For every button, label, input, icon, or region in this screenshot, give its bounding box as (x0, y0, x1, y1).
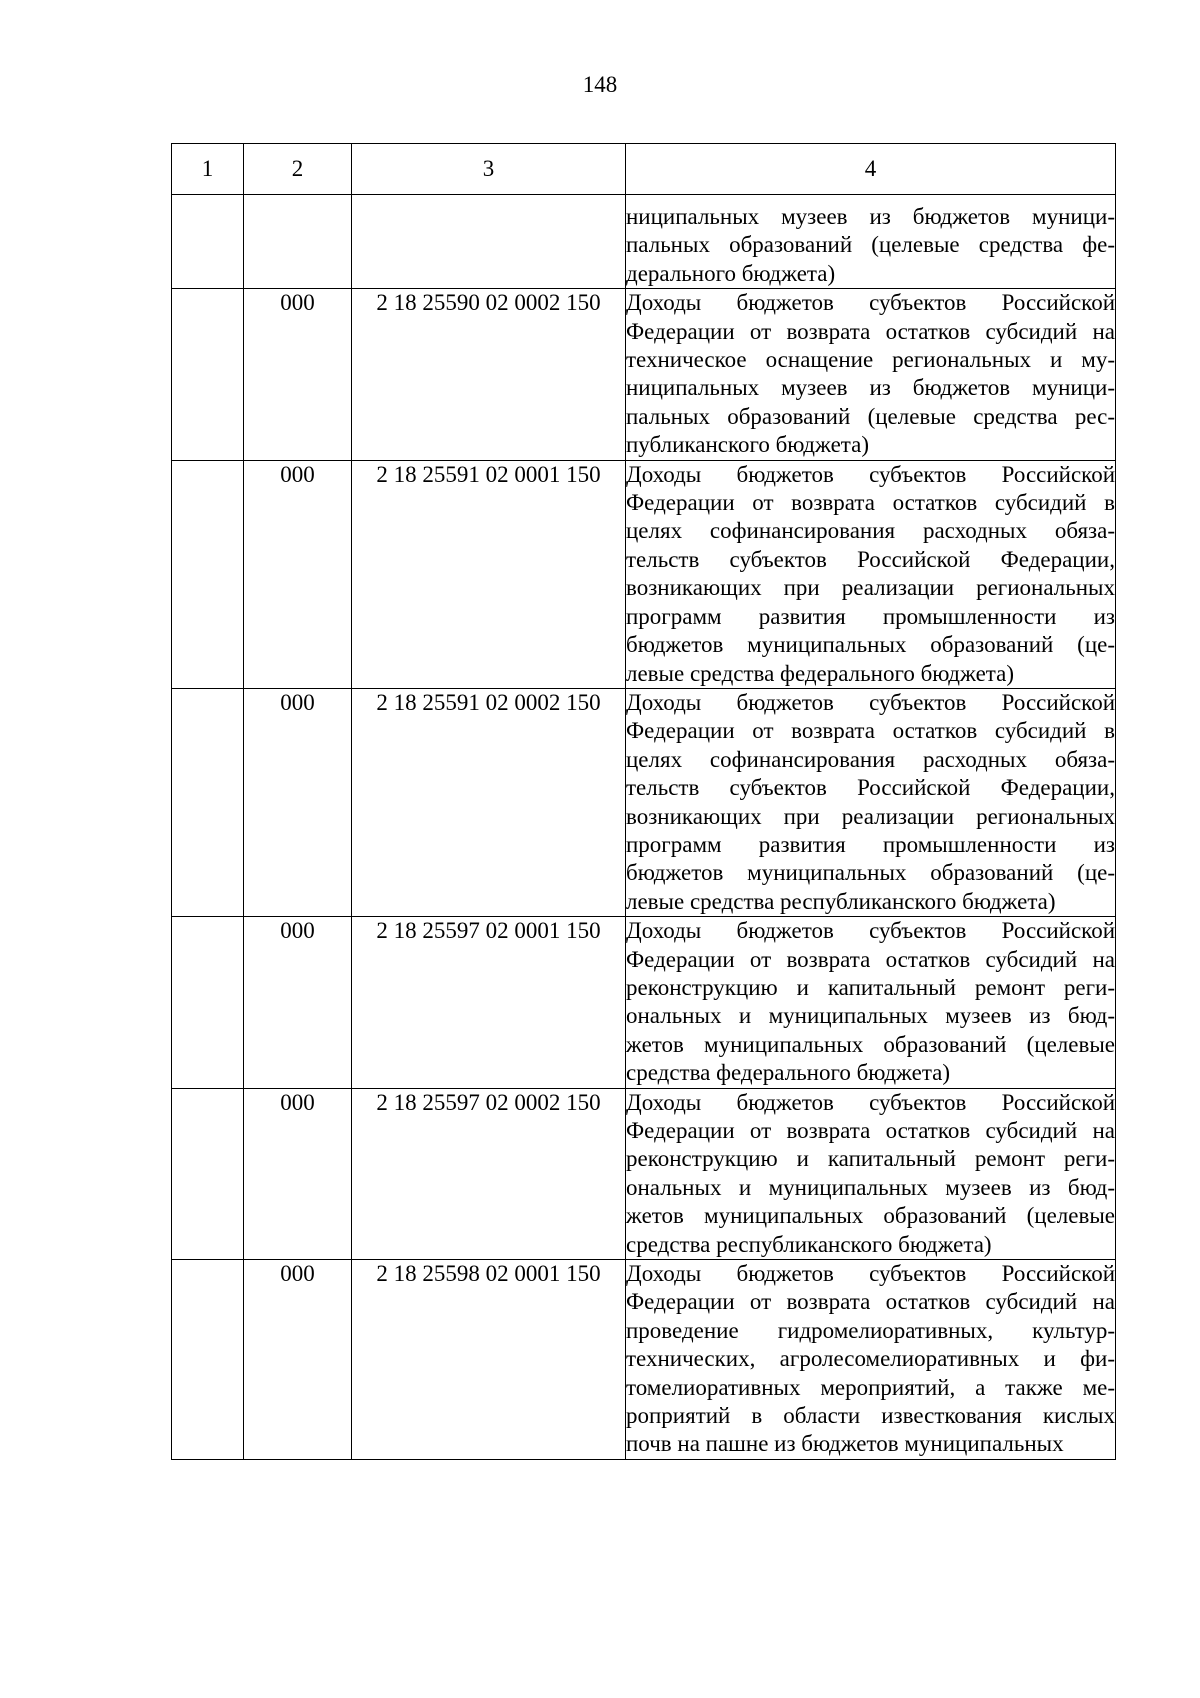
column-header-4: 4 (626, 144, 1116, 195)
income-description-cell (626, 460, 1116, 688)
description-line: пальных образований (целевые средства фе- (626, 232, 1115, 258)
description-line: возникающих при реализации региональных (626, 575, 1115, 601)
description-line: реконструкцию и капитальный ремонт реги- (626, 1146, 1115, 1172)
description-line: Доходы бюджетов субъектов Российской (626, 290, 1115, 316)
description-line: левые средства республиканского бюджета) (626, 888, 1056, 914)
section-number-cell (172, 1260, 244, 1460)
description-line: целях софинансирования расходных обяза- (626, 518, 1115, 544)
administrator-code-cell: 000 (244, 1260, 352, 1460)
table-row (172, 289, 1116, 460)
description-line: бюджетов муниципальных образований (це- (626, 632, 1115, 658)
income-description-cell (626, 1260, 1116, 1460)
income-description-cell (626, 289, 1116, 460)
table-row (172, 460, 1116, 688)
description-line: средства федерального бюджета) (626, 1060, 951, 1086)
description-line: Доходы бюджетов субъектов Российской (626, 689, 1115, 715)
column-header-1: 1 (172, 144, 244, 195)
description-line: средства республиканского бюджета) (626, 1231, 992, 1257)
column-header-3: 3 (352, 144, 626, 195)
table-row (172, 688, 1116, 916)
description-line: Доходы бюджетов субъектов Российской (626, 461, 1115, 487)
description-line: бюджетов муниципальных образований (це- (626, 860, 1115, 886)
description-line: томелиоративных мероприятий, а также ме- (626, 1374, 1115, 1400)
description-line: Доходы бюджетов субъектов Российской (626, 918, 1115, 944)
table-header-row (172, 144, 1116, 195)
description-line: ниципальных музеев из бюджетов муници- (626, 375, 1115, 401)
description-line: жетов муниципальных образований (целевые (626, 1031, 1115, 1057)
administrator-code-cell: 000 (244, 1088, 352, 1259)
description-line: ональных и муниципальных музеев из бюд- (626, 1174, 1115, 1200)
description-line: пальных образований (целевые средства рес- (626, 403, 1115, 429)
section-number-cell (172, 289, 244, 460)
description-line: ональных и муниципальных музеев из бюд- (626, 1003, 1115, 1029)
section-number-cell (172, 460, 244, 688)
description-line: тельств субъектов Российской Федерации, (626, 775, 1115, 801)
administrator-code-cell: 000 (244, 917, 352, 1088)
description-line: проведение гидромелиоративных, культур- (626, 1317, 1115, 1343)
description-line: тельств субъектов Российской Федерации, (626, 546, 1115, 572)
section-number-cell (172, 917, 244, 1088)
description-line: левые средства федерального бюджета) (626, 660, 1014, 686)
section-number-cell (172, 1088, 244, 1259)
income-description-cell (626, 195, 1116, 289)
description-line: Федерации от возврата остатков субсидий в (626, 718, 1115, 744)
budget-classification-code-cell: 2 18 25598 02 0001 150 (352, 1260, 626, 1460)
budget-classification-code-cell (352, 195, 626, 289)
income-description-cell (626, 917, 1116, 1088)
description-line: Доходы бюджетов субъектов Российской (626, 1261, 1115, 1287)
description-line: программ развития промышленности из (626, 603, 1115, 629)
table-row (172, 1260, 1116, 1460)
description-line: целях софинансирования расходных обяза- (626, 746, 1115, 772)
table-body (172, 195, 1116, 1460)
budget-classification-code-cell: 2 18 25597 02 0001 150 (352, 917, 626, 1088)
description-line: возникающих при реализации региональных (626, 803, 1115, 829)
description-line: дерального бюджета) (626, 260, 836, 286)
budget-classification-code-cell: 2 18 25591 02 0002 150 (352, 688, 626, 916)
description-line: публиканского бюджета) (626, 432, 870, 458)
budget-classification-code-cell: 2 18 25590 02 0002 150 (352, 289, 626, 460)
description-line: Федерации от возврата остатков субсидий на (626, 318, 1115, 344)
income-description-cell (626, 1088, 1116, 1259)
administrator-code-cell: 000 (244, 688, 352, 916)
description-line: почв на пашне из бюджетов муниципальных (626, 1431, 1064, 1457)
description-line: программ развития промышленности из (626, 831, 1115, 857)
description-line: техническое оснащение региональных и му- (626, 347, 1115, 373)
description-line: Федерации от возврата остатков субсидий в (626, 490, 1115, 516)
income-codes-table (171, 143, 1116, 1460)
column-header-2: 2 (244, 144, 352, 195)
administrator-code-cell: 000 (244, 289, 352, 460)
administrator-code-cell (244, 195, 352, 289)
income-description-cell (626, 688, 1116, 916)
description-line: роприятий в области известкования кислых (626, 1403, 1115, 1429)
budget-classification-code-cell: 2 18 25591 02 0001 150 (352, 460, 626, 688)
description-line: ниципальных музеев из бюджетов муници- (626, 204, 1115, 229)
section-number-cell (172, 688, 244, 916)
description-line: Доходы бюджетов субъектов Российской (626, 1089, 1115, 1115)
description-line: Федерации от возврата остатков субсидий на (626, 1118, 1115, 1143)
description-line: технических, агролесомелиоративных и фи- (626, 1346, 1115, 1372)
administrator-code-cell: 000 (244, 460, 352, 688)
section-number-cell (172, 195, 244, 289)
description-line: жетов муниципальных образований (целевые (626, 1203, 1115, 1229)
page-number: 148 (582, 72, 618, 97)
table-row (172, 1088, 1116, 1259)
description-line: Федерации от возврата остатков субсидий на (626, 946, 1115, 972)
description-line: реконструкцию и капитальный ремонт реги- (626, 974, 1115, 1000)
table-row (172, 195, 1116, 289)
budget-classification-code-cell: 2 18 25597 02 0002 150 (352, 1088, 626, 1259)
table-row (172, 917, 1116, 1088)
description-line: Федерации от возврата остатков субсидий на (626, 1289, 1115, 1315)
